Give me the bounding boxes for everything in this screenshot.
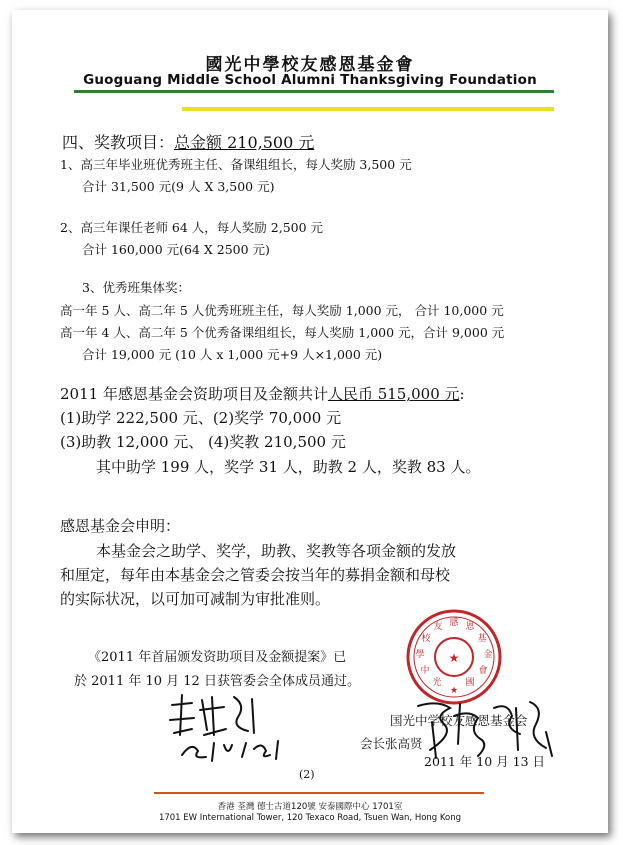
svg-text:★: ★ (449, 686, 459, 696)
approval-line1: 《2011 年首届颁发资助项目及金额提案》已 (88, 650, 347, 665)
item1-line2: 合计 31,500 元(9 人 X 3,500 元) (82, 179, 275, 194)
svg-text:會: 會 (478, 666, 488, 676)
summary-line1-end: : (459, 385, 465, 403)
svg-text:中: 中 (420, 666, 430, 676)
signature-org: 国光中学校友感恩基金会 (390, 713, 528, 728)
item1-line1: 1、高三年毕业班优秀班主任、备课组组长，每人奖励 3,500 元 (60, 157, 412, 172)
signature-chair: 会长张高贤 (360, 736, 423, 751)
summary-line2: (1)助学 222,500 元、(2)奖学 70,000 元 (60, 409, 342, 427)
summary-line1 (60, 383, 465, 404)
svg-text:國: 國 (465, 678, 475, 688)
svg-text:金: 金 (483, 650, 493, 660)
svg-text:基: 基 (477, 634, 487, 644)
summary-line3: (3)助教 12,000 元、 (4)奖教 210,500 元 (60, 433, 346, 451)
signature-date: 2011 年 10 月 13 日 (424, 754, 545, 769)
footer-address-en: 1701 EW International Tower, 120 Texaco Road, Tsuen Wan, Hong Kong (158, 813, 462, 823)
item2-line2: 合计 160,000 元(64 X 2500 元) (82, 242, 270, 257)
summary-total: 人民币 515,000 元 (327, 385, 460, 403)
page-number: (2) (299, 768, 315, 781)
svg-text:恩: 恩 (465, 622, 475, 632)
footer-rule (154, 792, 484, 794)
approval-line2: 於 2011 年 10 月 12 日获管委会全体成员通过。 (74, 674, 360, 689)
section4-heading-total: 总金额 210,500 元 (174, 133, 315, 152)
header-title-cn: 國光中學校友感恩基金會 (205, 55, 415, 75)
header-yellow-rule (182, 107, 554, 111)
svg-text:學: 學 (415, 650, 425, 660)
item3-line2: 高一年 4 人、高二年 5 个优秀备课组组长，每人奖励 1,000 元，合计 9,000 元 (60, 325, 505, 340)
section4-heading-label: 四、奖教项目： (62, 133, 175, 152)
statement-title: 感恩基金会申明： (60, 517, 181, 535)
svg-text:校: 校 (421, 634, 431, 644)
statement-line3: 的实际状况，以可加可减制为审批准则。 (60, 590, 331, 608)
svg-text:★: ★ (448, 651, 460, 665)
document-page (12, 10, 608, 833)
handwritten-signature-right (408, 694, 558, 764)
header-title-en: Guoguang Middle School Alumni Thanksgiving Foundation (83, 72, 537, 88)
svg-text:友: 友 (433, 622, 443, 632)
header-green-rule (74, 90, 554, 93)
item3-line1: 高一年 5 人、高二年 5 人优秀班班主任，每人奖励 1,000 元， 合计 10,000 元 (60, 303, 504, 318)
item3-title: 3、优秀班集体奖： (82, 280, 190, 295)
svg-text:感: 感 (449, 618, 459, 628)
statement-line1: 本基金会之助学、奖学，助教、奖教等各项金额的发放 (96, 542, 457, 560)
summary-line1-text: 2011 年感恩基金会资助项目及金额共计 (60, 385, 328, 403)
statement-line2: 和厘定，每年由本基金会之管委会按当年的募捐金额和母校 (60, 566, 451, 584)
svg-text:光: 光 (432, 678, 442, 688)
handwritten-signature-left (162, 685, 322, 765)
section4-heading (62, 130, 314, 153)
footer-address-cn: 香港 荃灣 德士古道120號 安泰國際中心 1701室 (217, 802, 403, 812)
item3-line3: 合计 19,000 元 (10 人 x 1,000 元+9 人×1,000 元) (82, 347, 383, 362)
foundation-seal-stamp (404, 607, 504, 707)
summary-line4: 其中助学 199 人，奖学 31 人，助教 2 人，奖教 83 人。 (96, 458, 481, 476)
item2-line1: 2、高三年课任老师 64 人，每人奖励 2,500 元 (60, 220, 324, 235)
